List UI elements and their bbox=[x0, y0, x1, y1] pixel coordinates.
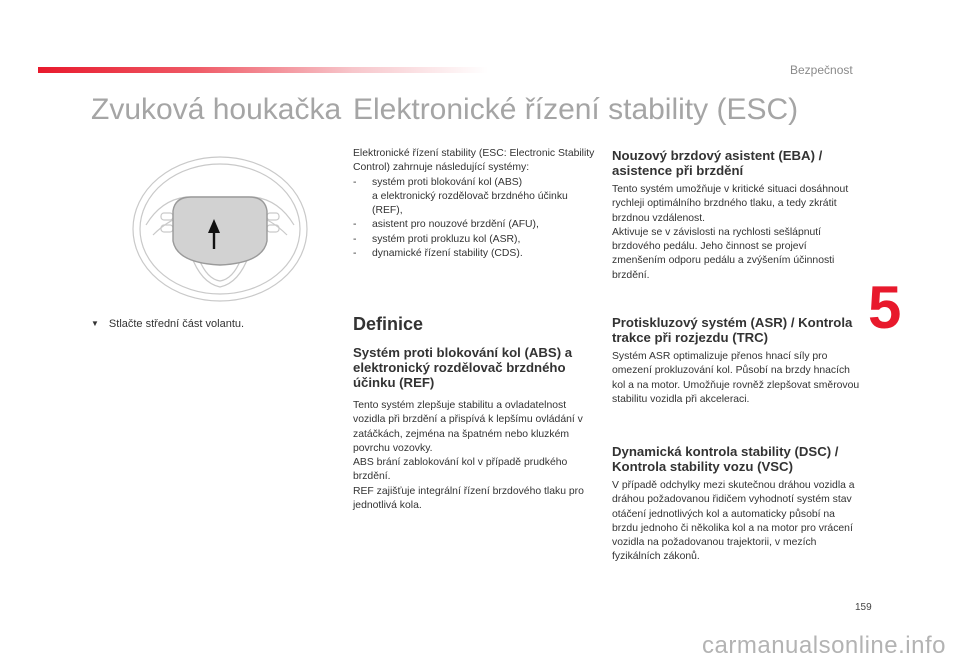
asr-section bbox=[612, 315, 860, 407]
asr-heading: Protiskluzový systém (ASR) / Kontrola trakce při rozjezdu (TRC) bbox=[612, 315, 853, 345]
asr-text: Systém ASR optimalizuje přenos hnací síly pro omezení prokluzování kol. Působí na brzdy hnacích kol a na motor. Umožňuje rovněž zlepšovat směrovou stabilitu vozidla při akceleraci. bbox=[612, 351, 860, 405]
list-item: - systém proti prokluzu kol (ASR), bbox=[353, 233, 598, 247]
list-item: - dynamické řízení stability (CDS). bbox=[353, 247, 598, 261]
systems-list bbox=[353, 176, 598, 262]
section-label: Bezpečnost bbox=[790, 63, 853, 77]
intro-text: Elektronické řízení stability (ESC: Electronic Stability Control) zahrnuje následující systémy: bbox=[353, 148, 595, 174]
list-item: - asistent pro nouzové brzdění (AFU), bbox=[353, 218, 598, 232]
header-accent-bar bbox=[38, 67, 488, 73]
dsc-section bbox=[612, 444, 860, 565]
definice-section bbox=[353, 314, 598, 513]
esc-intro bbox=[353, 147, 598, 261]
list-item: - systém proti blokování kol (ABS) a elektronický rozdělovač brzdného účinku (REF), bbox=[353, 176, 598, 219]
horn-instruction-text: Stlačte střední část volantu. bbox=[108, 318, 245, 330]
page-number: 159 bbox=[855, 602, 872, 613]
abs-text: Tento systém zlepšuje stabilitu a ovladatelnost vozidla při brzdění a přispívá k lepšímu ovládání v zatáčkách, zejména na špatném nebo kluzkém povrchu vozovky. ABS brání zablokování kol v případě prudkého brzdění. REF zajišťuje integrální řízení brzdového tlaku pro jednotlivá kola. bbox=[353, 400, 584, 512]
eba-section bbox=[612, 148, 860, 283]
esc-title: Elektronické řízení stability (ESC) bbox=[353, 93, 799, 126]
horn-instruction bbox=[91, 318, 244, 330]
dsc-heading: Dynamická kontrola stability (DSC) / Kontrola stability vozu (VSC) bbox=[612, 444, 839, 474]
horn-title: Zvuková houkačka bbox=[91, 93, 342, 126]
eba-heading: Nouzový brzdový asistent (EBA) / asistence při brzdění bbox=[612, 148, 823, 178]
chapter-number: 5 bbox=[868, 274, 902, 341]
definice-heading: Definice bbox=[353, 314, 424, 334]
watermark: carmanualsonline.info bbox=[702, 632, 946, 659]
triangle-bullet-icon: ▼ bbox=[91, 319, 99, 328]
eba-text: Tento systém umožňuje v kritické situaci dosáhnout rychleji optimálního brzdného tlaku, a tedy zkrátit brzdnou vzdálenost. Aktivuje se v závislosti na rychlosti sešlápnutí brzdového pedálu. Jeho činnost se projeví zmenšením odporu pedálu a zvýšením účinnosti brzdění. bbox=[612, 184, 849, 281]
steering-wheel-icon bbox=[131, 155, 309, 303]
abs-heading: Systém proti blokování kol (ABS) a elektronický rozdělovač brzdného účinku (REF) bbox=[353, 345, 573, 390]
dsc-text: V případě odchylky mezi skutečnou dráhou vozidla a dráhou požadovanou řidičem vyhodnotí systém stav otáčení jednotlivých kol a automaticky působí na brzdu jednoho či několika kol a na motor pro vrácení vozidla na požadovanou trajektorii, v mezích fyzikálních zákonů. bbox=[612, 480, 855, 563]
